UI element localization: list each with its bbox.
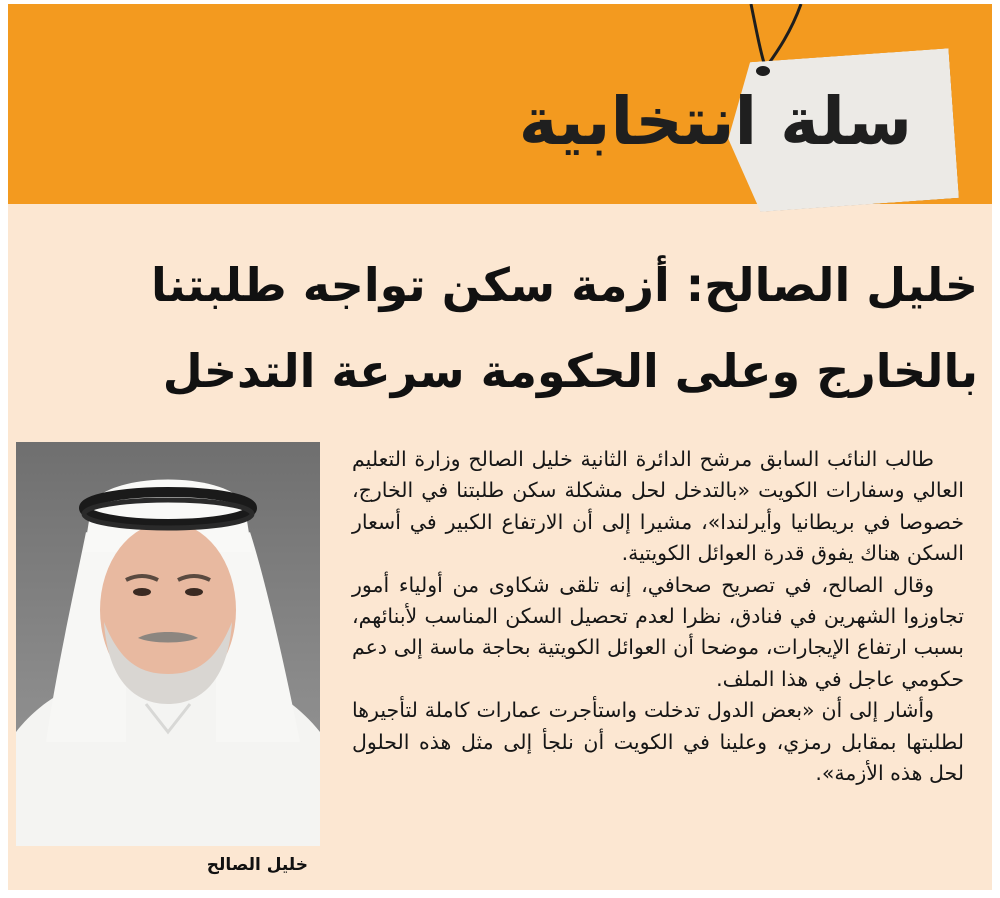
article-paragraph: وأشار إلى أن «بعض الدول تدخلت واستأجرت عمارات كاملة لتأجيرها لطلبتها بمقابل رمزي، وعلينا في الكويت أن نلجأ إلى مثل هذه الحلول لحل هذه الأزمة». [352, 698, 964, 786]
portrait-photo [16, 442, 320, 846]
article-paragraph: طالب النائب السابق مرشح الدائرة الثانية خليل الصالح وزارة التعليم العالي وسفارات الكويت «بالتدخل لحل مشكلة سكن طلبتنا في الخارج، خصوصا في بريطانيا وأيرلندا»، مشيرا إلى أن الارتفاع الكبير في أسعار السكن هناك يفوق قدرة العوائل الكويتية. [352, 447, 964, 566]
tag-hole-icon [756, 66, 770, 76]
article-body [352, 444, 964, 789]
section-title: سلة انتخابية [518, 83, 912, 160]
newspaper-clipping [8, 4, 992, 890]
article-paragraph: وقال الصالح، في تصريح صحافي، إنه تلقى شكاوى من أولياء أمور تجاوزوا الشهرين في فنادق، نظرا لعدم تحصيل السكن المناسب لأبنائهم، بسبب ارتفاع الإيجارات، موضحا أن العوائل الكويتية بحاجة ماسة إلى دعم حكومي عاجل في هذا الملف. [352, 572, 964, 691]
article-headline: خليل الصالح: أزمة سكن تواجه طلبتنا بالخارج وعلى الحكومة سرعة التدخل [151, 258, 978, 398]
portrait-illustration [16, 442, 320, 846]
photo-caption: خليل الصالح [206, 855, 308, 875]
